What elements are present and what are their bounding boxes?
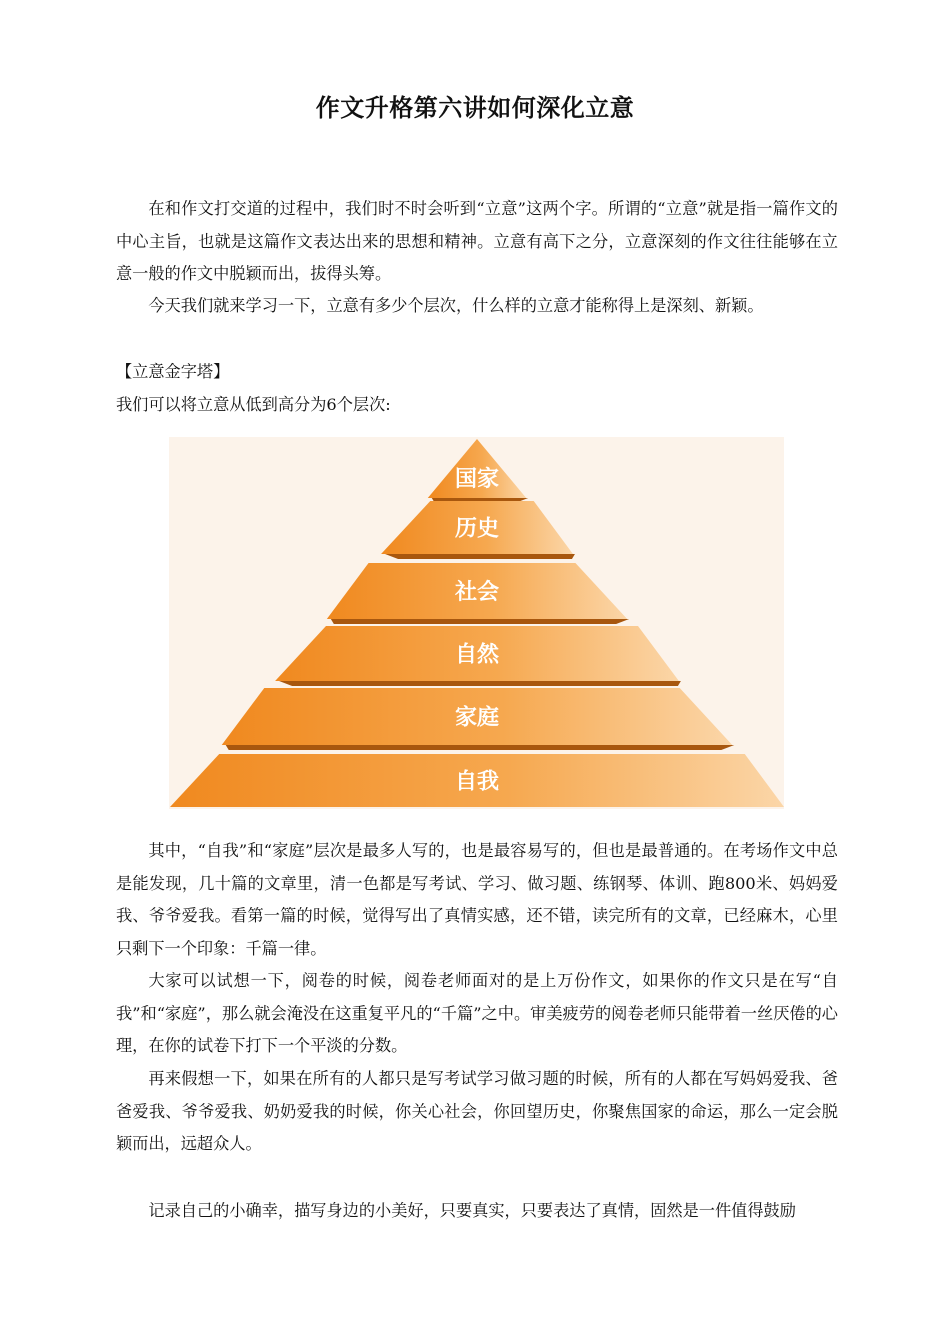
pyramid-figure [169,437,784,809]
pyramid-tier-shadow [385,554,575,559]
pyramid-tier-label: 家庭 [454,705,500,731]
section-intro: 我们可以将立意从低到高分为6个层次: [116,395,391,414]
pyramid-tier-label: 历史 [454,516,500,542]
pyramid-tier-shadow [226,745,735,750]
pyramid-tier-label: 社会 [454,580,500,605]
body-paragraph-2: 大家可以试想一下，阅卷的时候，阅卷老师面对的是上万份作文，如果你的作文只是在写“自我”和“家庭”，那么就会淹没在这重复平凡的“千篇”之中。审美疲劳的阅卷老师只能带着一丝厌倦的心理，在你的试卷下打下一个平淡的分数。 [116,971,838,1055]
intro-paragraph-2: 今天我们就来学习一下，立意有多少个层次，什么样的立意才能称得上是深刻、新颖。 [148,296,764,315]
page-title: 作文升格第六讲如何深化立意 [315,94,635,122]
pyramid-tier-label: 国家 [454,467,500,492]
pyramid-tier-label: 自我 [454,769,500,795]
body-paragraph-4: 记录自己的小确幸，描写身边的小美好，只要真实，只要表达了真情，固然是一件值得鼓励 [148,1201,796,1220]
body-paragraph-1: 其中，“自我”和“家庭”层次是最多人写的，也是最容易写的，但也是最普通的。在考场作文中总是能发现，几十篇的文章里，清一色都是写考试、学习、做习题、练钢琴、体训、跑800米、妈妈爱我、爷爷爱我。看第一篇的时候，觉得写出了真情实感，还不错，读完所有的文章，已经麻木，心里只剩下一个印象：千篇一律。 [116,841,838,958]
pyramid-tier-shadow [331,619,629,624]
pyramid-tier-label: 自然 [454,642,500,668]
intro-paragraph-1: 在和作文打交道的过程中，我们时不时会听到“立意”这两个字。所谓的“立意”就是指一篇作文的中心主旨，也就是这篇作文表达出来的思想和精神。立意有高下之分，立意深刻的作文往往能够在立意一般的作文中脱颖而出，拔得头筹。 [116,199,838,283]
section-heading: 【立意金字塔】 [116,362,230,381]
body-paragraph-3: 再来假想一下，如果在所有的人都只是写考试学习做习题的时候，所有的人都在写妈妈爱我、爸爸爱我、爷爷爱我、奶奶爱我的时候，你关心社会，你回望历史，你聚焦国家的命运，那么一定会脱颖而出，远超众人。 [116,1069,838,1153]
pyramid-tier-shadow [279,681,681,686]
